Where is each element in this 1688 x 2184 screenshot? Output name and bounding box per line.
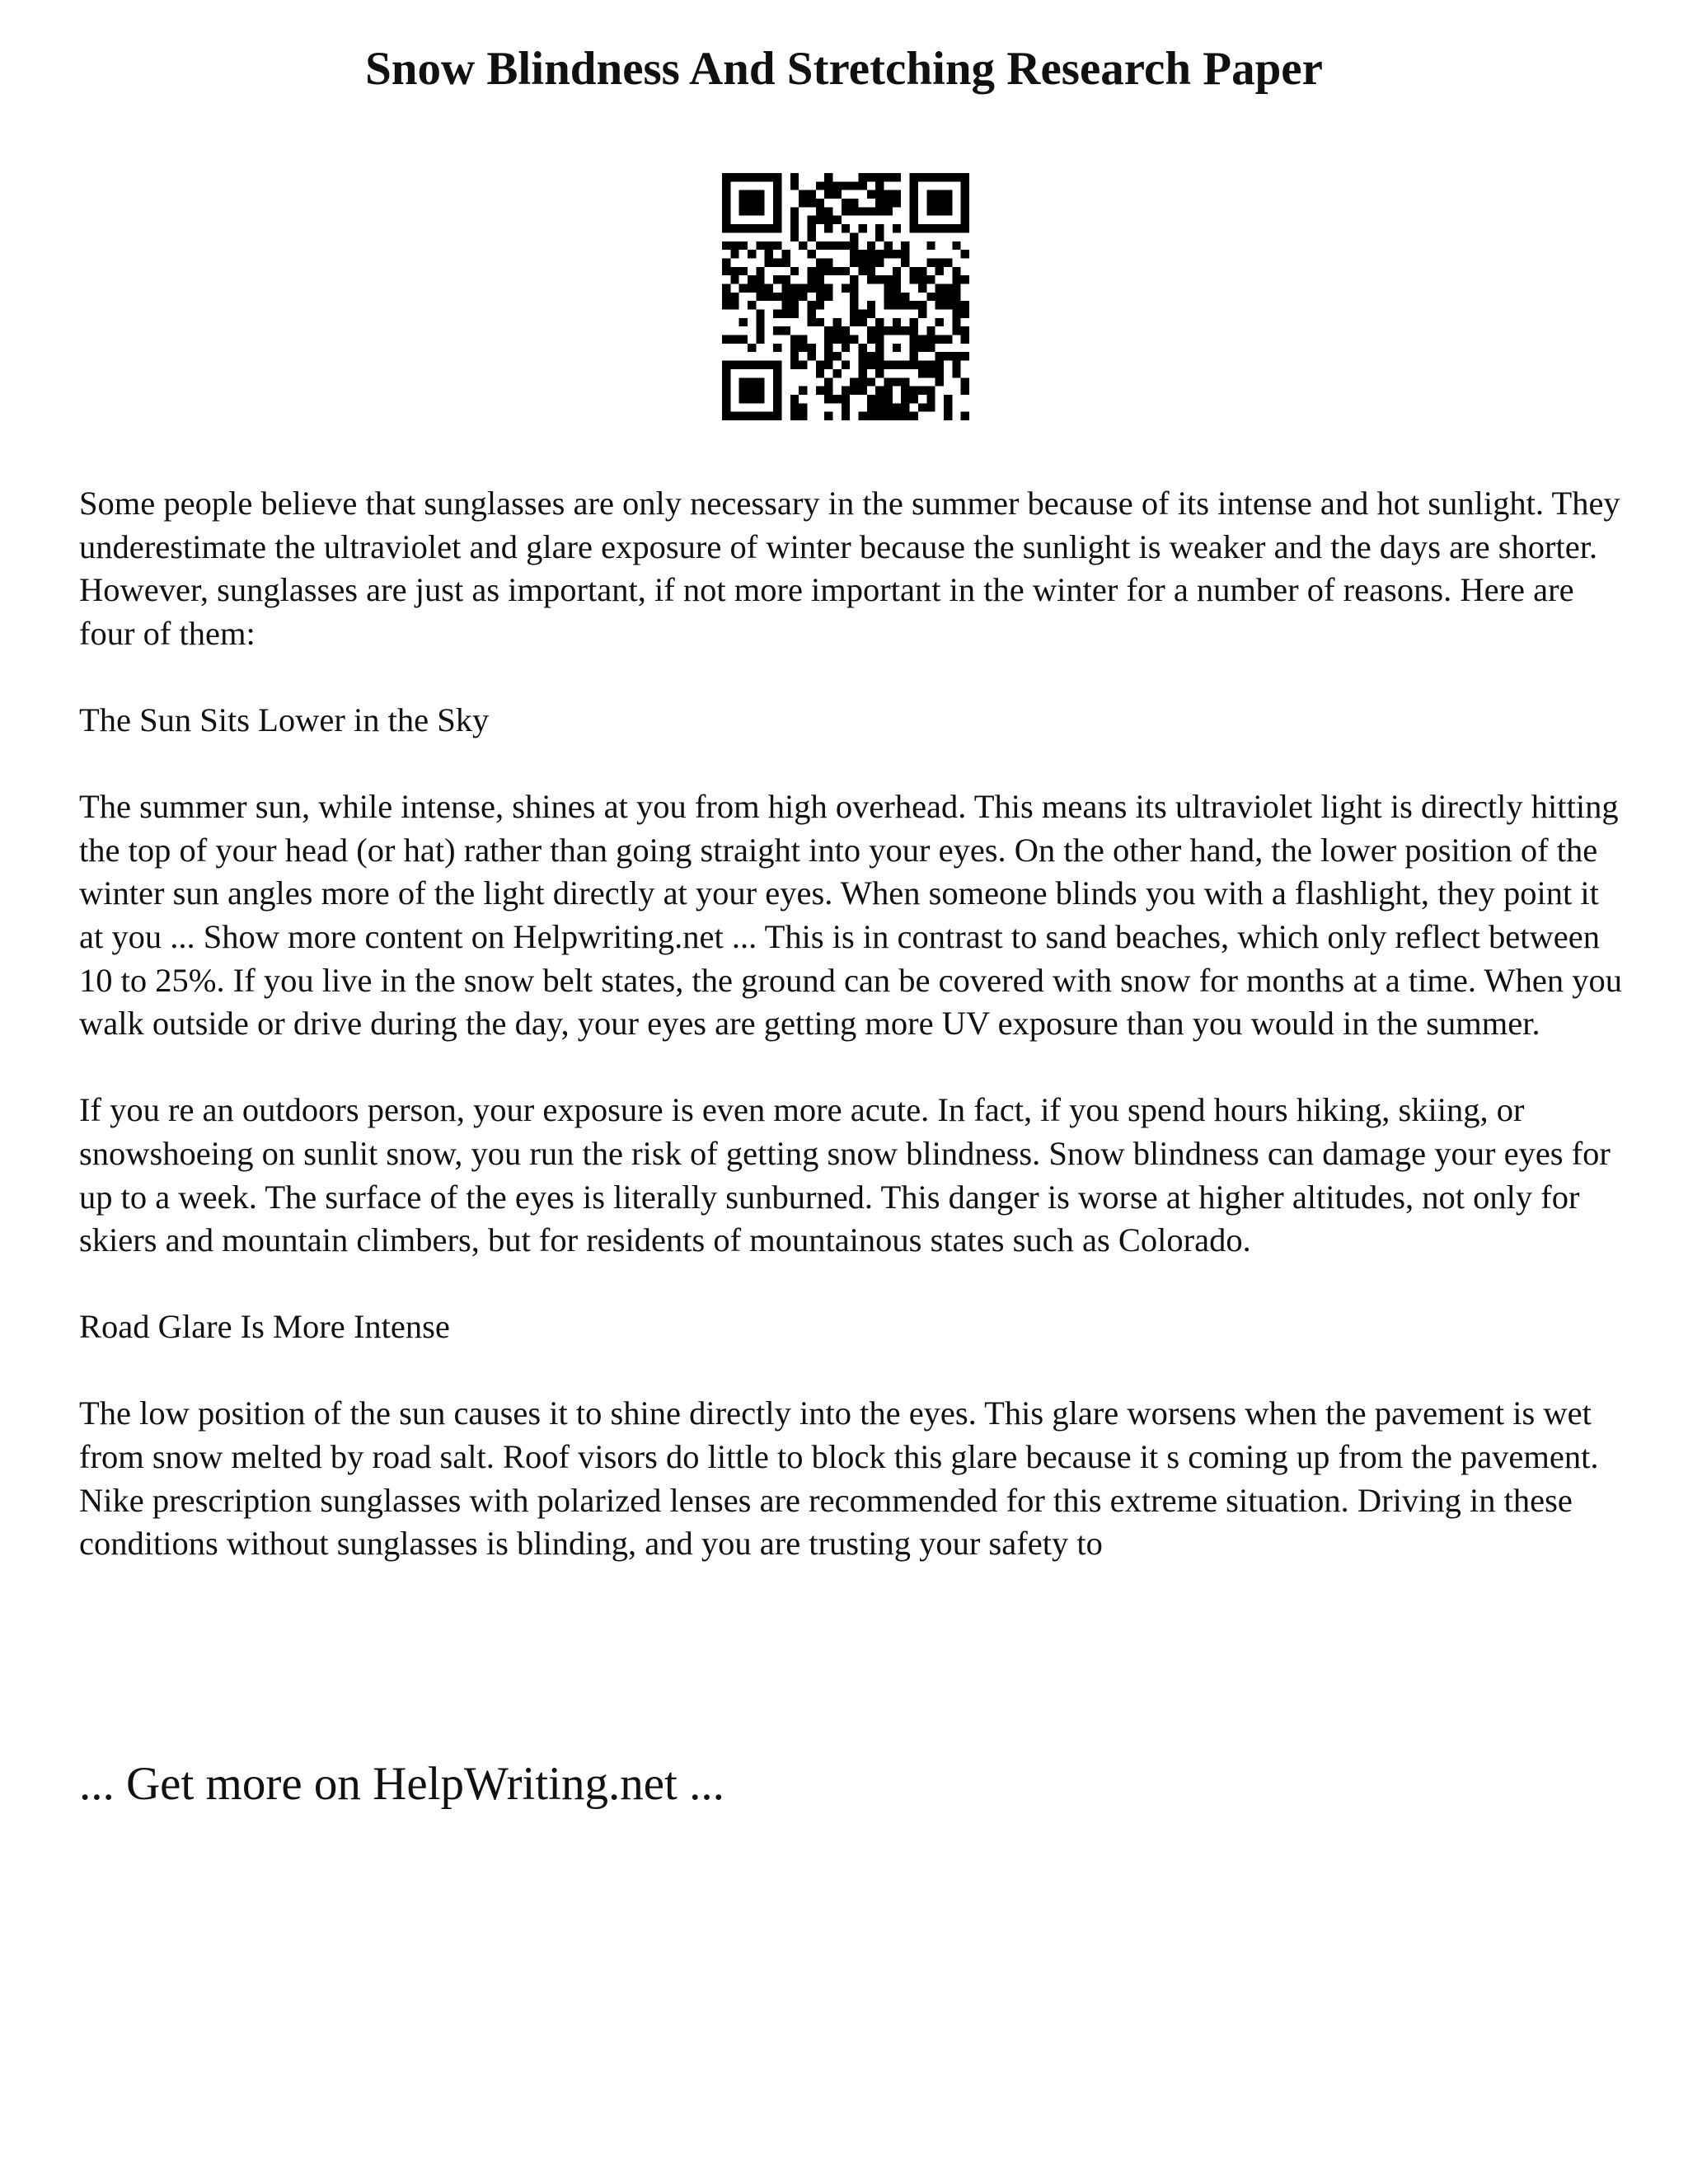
article-body bbox=[79, 482, 1629, 1609]
qr-code-icon[interactable] bbox=[722, 173, 969, 420]
get-more-link[interactable]: ... Get more on HelpWriting.net ... bbox=[79, 1758, 724, 1810]
body-paragraph: If you re an outdoors person, your exposure is even more acute. In fact, if you spend hours hiking, skiing, or snowshoeing on sunlit snow, you run the risk of getting snow blindness. Snow blindness can damage your eyes for up to a week. The surface of the eyes is literally sunburned. This danger is worse at higher altitudes, not only for skiers and mountain climbers, but for residents of mountainous states such as Colorado. bbox=[79, 1091, 1611, 1259]
body-paragraph: The summer sun, while intense, shines at you from high overhead. This means its ultraviolet light is directly hitting the top of your head (or hat) rather than going straight into your eyes. On the other hand, the lower position of the winter sun angles more of the light directly at your eyes. When someone blinds you with a flashlight, they point it at you ... Show more content on Helpwriting.net ... This is in contrast to sand beaches, which only reflect between 10 to 25%. If you live in the snow belt states, the ground can be covered with snow for months at a time. When you walk outside or drive during the day, your eyes are getting more UV exposure than you would in the summer. bbox=[79, 788, 1622, 1043]
section-heading: The Sun Sits Lower in the Sky bbox=[79, 701, 490, 738]
page-title: Snow Blindness And Stretching Research Paper bbox=[365, 43, 1323, 95]
section-heading: Road Glare Is More Intense bbox=[79, 1308, 450, 1346]
body-paragraph: The low position of the sun causes it to shine directly into the eyes. This glare worsens when the pavement is wet from snow melted by road salt. Roof visors do little to block this glare because it s coming up from the pavement. Nike prescription sunglasses with polarized lenses are recommended for this extreme situation. Driving in these conditions without sunglasses is blinding, and you are trusting your safety to bbox=[79, 1394, 1599, 1563]
qr-code-graphic bbox=[722, 173, 969, 420]
intro-paragraph: Some people believe that sunglasses are only necessary in the summer because of its intense and hot sunlight. They underestimate the ultraviolet and glare exposure of winter because the sunlight is weaker and the days are shorter. However, sunglasses are just as important, if not more important in the winter for a number of reasons. Here are four of them: bbox=[79, 485, 1620, 652]
